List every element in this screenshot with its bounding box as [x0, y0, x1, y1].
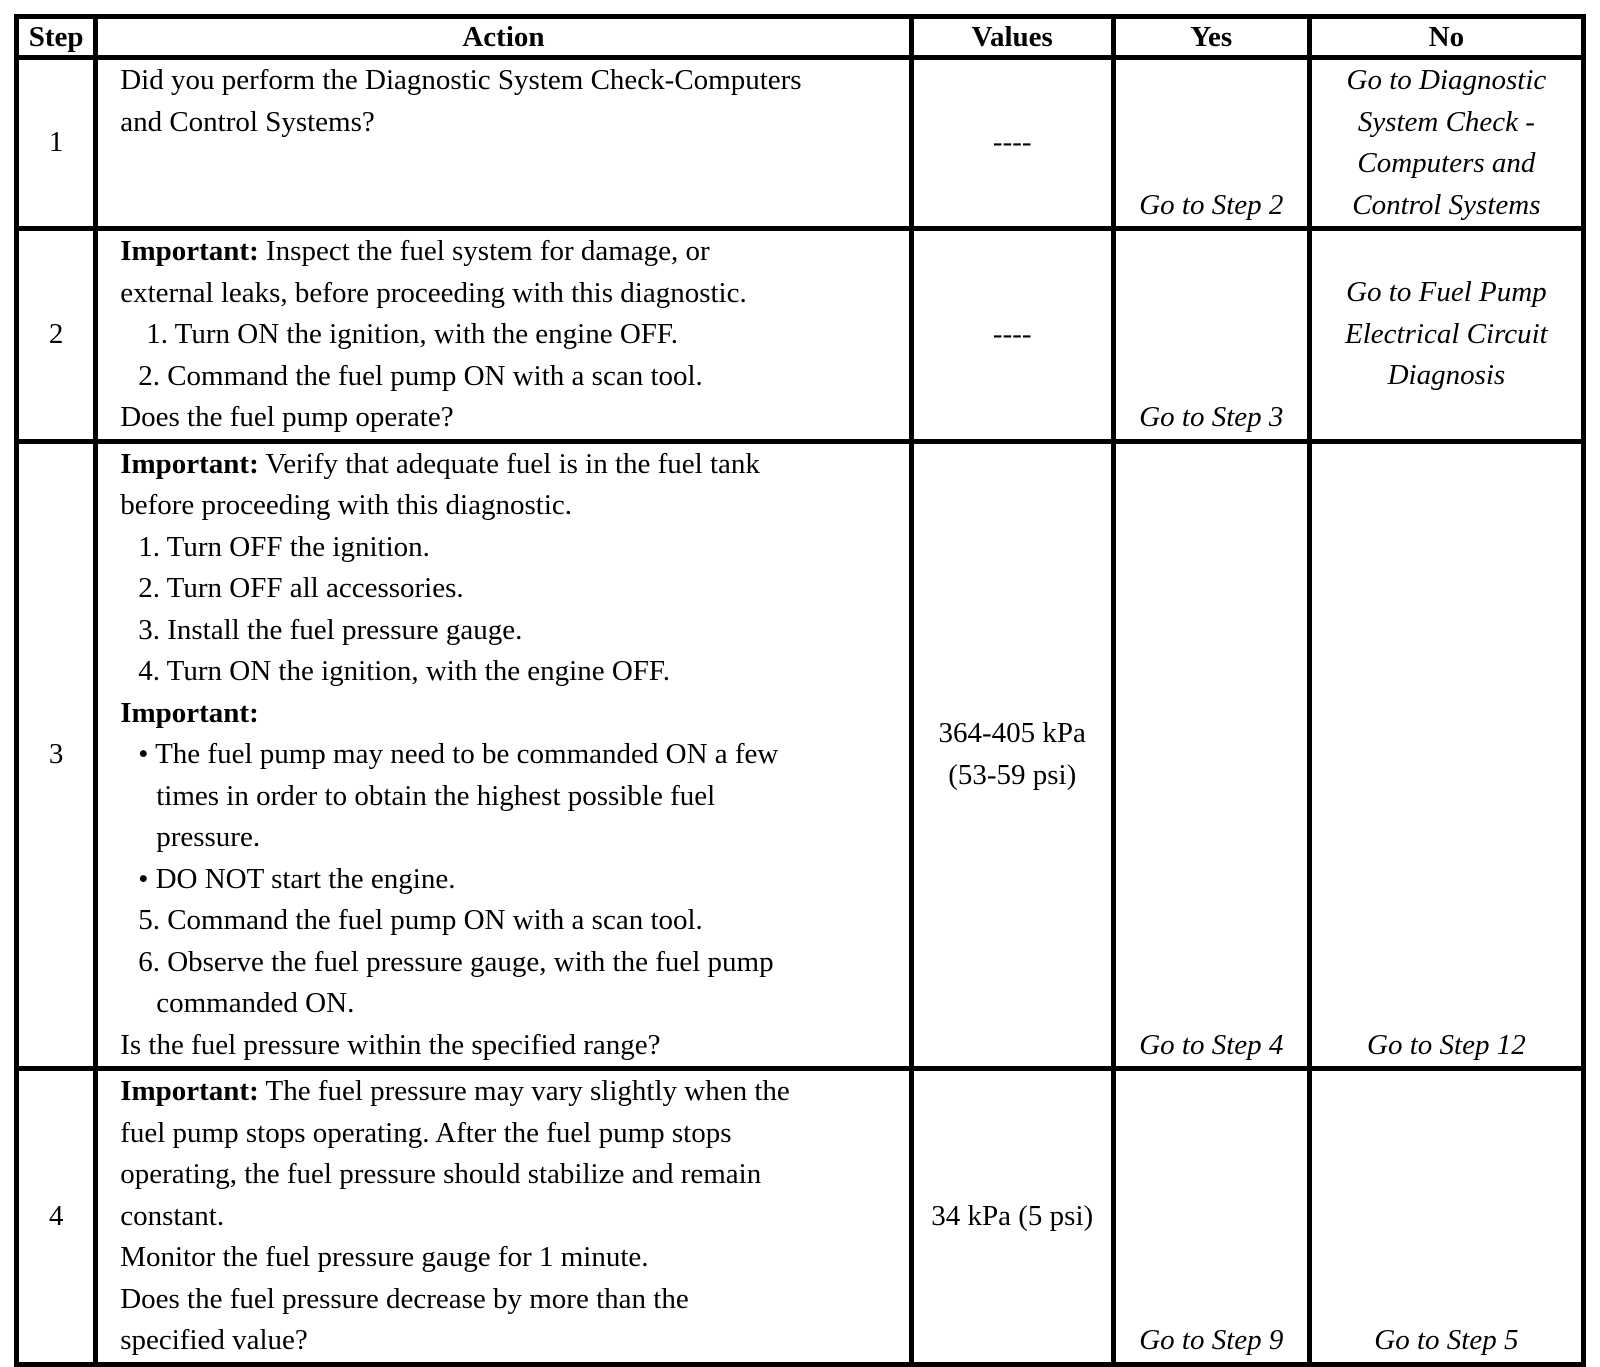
- values-cell: ----: [911, 58, 1113, 229]
- no-link-line: Electrical Circuit: [1345, 317, 1548, 350]
- no-link-line: Control Systems: [1352, 188, 1541, 221]
- action-line: operating, the fuel pressure should stabilize and remain: [120, 1158, 762, 1190]
- action-question: specified value?: [120, 1324, 308, 1356]
- action-step: 2. Turn OFF all accessories.: [138, 572, 464, 604]
- step-number: 3: [17, 441, 96, 1069]
- important-label: Important:: [120, 1075, 259, 1107]
- values-cell: ----: [911, 229, 1113, 442]
- action-step: 4. Turn ON the ignition, with the engine OFF.: [138, 655, 670, 687]
- action-line: before proceeding with this diagnostic.: [120, 489, 572, 521]
- yes-link[interactable]: Go to Step 9: [1113, 1069, 1309, 1365]
- bullet-item: • DO NOT start the engine.: [138, 862, 456, 895]
- action-line: Monitor the fuel pressure gauge for 1 minute.: [120, 1241, 649, 1273]
- action-step: 1. Turn ON the ignition, with the engine OFF.: [146, 318, 678, 350]
- no-link[interactable]: [1309, 229, 1583, 442]
- important-label: Important:: [120, 696, 259, 729]
- action-step: 1. Turn OFF the ignition.: [138, 530, 430, 563]
- step-number: 1: [17, 58, 96, 229]
- action-line: [120, 444, 900, 486]
- diagnostic-document: [14, 14, 1586, 1367]
- no-link-line: Go to Diagnostic: [1346, 64, 1547, 96]
- header-action: Action: [96, 17, 911, 58]
- action-line: constant.: [120, 1199, 225, 1232]
- table-row: [17, 441, 1584, 1069]
- header-values: Values: [911, 17, 1113, 58]
- header-step: Step: [17, 17, 96, 58]
- yes-link[interactable]: Go to Step 4: [1113, 441, 1309, 1069]
- action-step: 2. Command the fuel pump ON with a scan tool.: [138, 359, 703, 392]
- action-cell: [96, 58, 911, 229]
- important-text: The fuel pressure may vary slightly when the: [258, 1075, 790, 1107]
- important-text: Verify that adequate fuel is in the fuel tank: [258, 447, 760, 480]
- table-row: [17, 229, 1584, 442]
- no-link-line: Go to Fuel Pump: [1346, 276, 1547, 308]
- bullet-continuation: times in order to obtain the highest possible fuel: [156, 779, 716, 812]
- values-cell: 34 kPa (5 psi): [911, 1069, 1113, 1365]
- action-step: 3. Install the fuel pressure gauge.: [138, 613, 523, 646]
- value-line: 364-405 kPa: [938, 717, 1086, 750]
- step-number: 4: [17, 1069, 96, 1365]
- no-link[interactable]: Go to Step 12: [1309, 441, 1583, 1069]
- no-link[interactable]: Go to Step 5: [1309, 1069, 1583, 1365]
- no-link-line: Computers and: [1357, 147, 1536, 179]
- action-question: Does the fuel pump operate?: [120, 401, 454, 433]
- action-line: and Control Systems?: [120, 105, 375, 138]
- yes-link[interactable]: Go to Step 3: [1113, 229, 1309, 442]
- diagnostic-table: [14, 14, 1586, 1367]
- values-cell: [911, 441, 1113, 1069]
- header-no: No: [1309, 17, 1583, 58]
- yes-link[interactable]: Go to Step 2: [1113, 58, 1309, 229]
- no-link-line: Diagnosis: [1387, 359, 1506, 391]
- table-row: [17, 1069, 1584, 1365]
- action-cell: [96, 1069, 911, 1365]
- important-label: Important:: [120, 447, 259, 480]
- action-question: Does the fuel pressure decrease by more than the: [120, 1282, 689, 1315]
- no-link[interactable]: [1309, 58, 1583, 229]
- important-label: Important:: [120, 235, 259, 267]
- action-cell: [96, 441, 911, 1069]
- important-text: Inspect the fuel system for damage, or: [258, 235, 710, 267]
- action-step-continuation: commanded ON.: [156, 987, 355, 1019]
- action-line: [120, 231, 900, 273]
- no-link-line: System Check -: [1357, 105, 1535, 138]
- header-yes: Yes: [1113, 17, 1309, 58]
- step-number: 2: [17, 229, 96, 442]
- bullet-item: • The fuel pump may need to be commanded ON a few: [138, 738, 779, 770]
- action-step: 5. Command the fuel pump ON with a scan tool.: [138, 904, 703, 936]
- action-line: external leaks, before proceeding with this diagnostic.: [120, 276, 747, 309]
- action-line: Did you perform the Diagnostic System Check-Computers: [120, 64, 802, 96]
- action-step: 6. Observe the fuel pressure gauge, with the fuel pump: [138, 945, 774, 978]
- value-line: (53-59 psi): [948, 758, 1077, 791]
- action-question: Is the fuel pressure within the specified range?: [120, 1028, 661, 1061]
- action-line: [120, 1071, 900, 1113]
- action-cell: [96, 229, 911, 442]
- header-row: [17, 17, 1584, 58]
- bullet-continuation: pressure.: [156, 821, 261, 853]
- action-line: fuel pump stops operating. After the fuel pump stops: [120, 1116, 732, 1149]
- table-row: [17, 58, 1584, 229]
